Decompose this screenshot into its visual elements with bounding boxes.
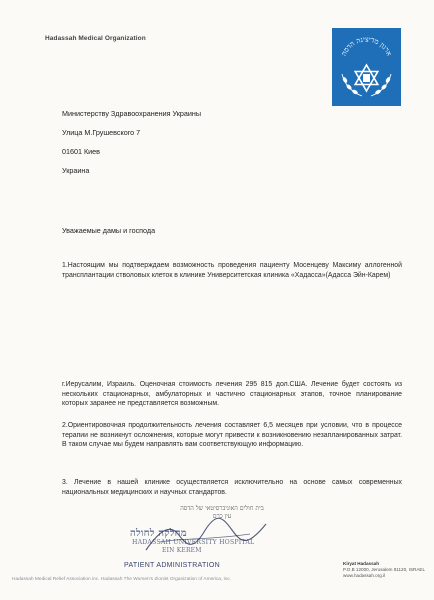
paragraph-2: 2.Ориентировочная продолжительность лечения составляет 6,5 месяцев при условии, что в процессе терапии не возникнут осложнения, которые могут привести к возникновению незапланированных затрат. В таком случае мы будем направлять вам соответствующую информацию. xyxy=(62,422,402,449)
patient-administration-label: PATIENT ADMINISTRATION xyxy=(124,562,220,569)
hadassah-logo xyxy=(332,28,401,106)
handwritten-signature xyxy=(140,512,280,560)
footer-organizations: Hadassah Medical Relief Association inc. Hadassah The Women's Zionist Organization of America, inc. xyxy=(12,577,232,582)
stamp-latin-line-1: HADASSAH UNIVERSITY HOSPITAL xyxy=(132,539,255,546)
paragraph-3: 3. Лечение в нашей клинике осуществляется исключительно на основе самых современных национальных медицинских и научных стандартов. xyxy=(62,479,402,496)
footer-address-title: Kiryat Hadassah xyxy=(343,561,380,566)
paragraph-1-continued: г.Иерусалим, Израиль. Оценочная стоимость лечения 295 815 дол.США. Лечение будет состоять из нескольких стационарных, амбулаторных и частично стационарных этапов, точное планирование которых заранее не представляется возможным. xyxy=(62,381,402,408)
stamp-hebrew-line-3: מחלקה לחולה xyxy=(130,528,187,539)
stamp-hebrew-line-1: בית חולים האוניברסיטאי של הדסה xyxy=(180,505,264,512)
footer-address xyxy=(343,561,425,579)
footer-website[interactable]: www.hadassah.org.il xyxy=(343,573,386,578)
recipient-line-4: Украина xyxy=(62,166,90,175)
stamp-hebrew-line-2: עין כרם xyxy=(212,513,232,520)
greeting: Уважаемые дамы и господа xyxy=(62,226,156,235)
logo-emblem-icon xyxy=(332,28,401,106)
paragraph-1: 1.Настоящим мы подтверждаем возможность проведения пациенту Мосенцеву Максиму аллогенной трансплантации стволовых клеток в клинике Университетская клиника «Хадасса»(Адасса Эйн-Карем) xyxy=(62,262,402,279)
stamp-latin-line-2: EIN KEREM xyxy=(162,547,202,554)
footer-address-line: P.O.B 12000, Jerusalem 91120, ISRAEL xyxy=(343,567,426,572)
logo-hebrew-text: ארגון מדיצינה הדסה xyxy=(339,35,394,58)
organization-name: Hadassah Medical Organization xyxy=(45,35,146,42)
recipient-line-3: 01601 Киев xyxy=(62,147,101,156)
recipient-line-2: Улица М.Грушевского 7 xyxy=(62,128,141,137)
recipient-line-1: Министерству Здравоохранения Украины xyxy=(62,109,202,118)
